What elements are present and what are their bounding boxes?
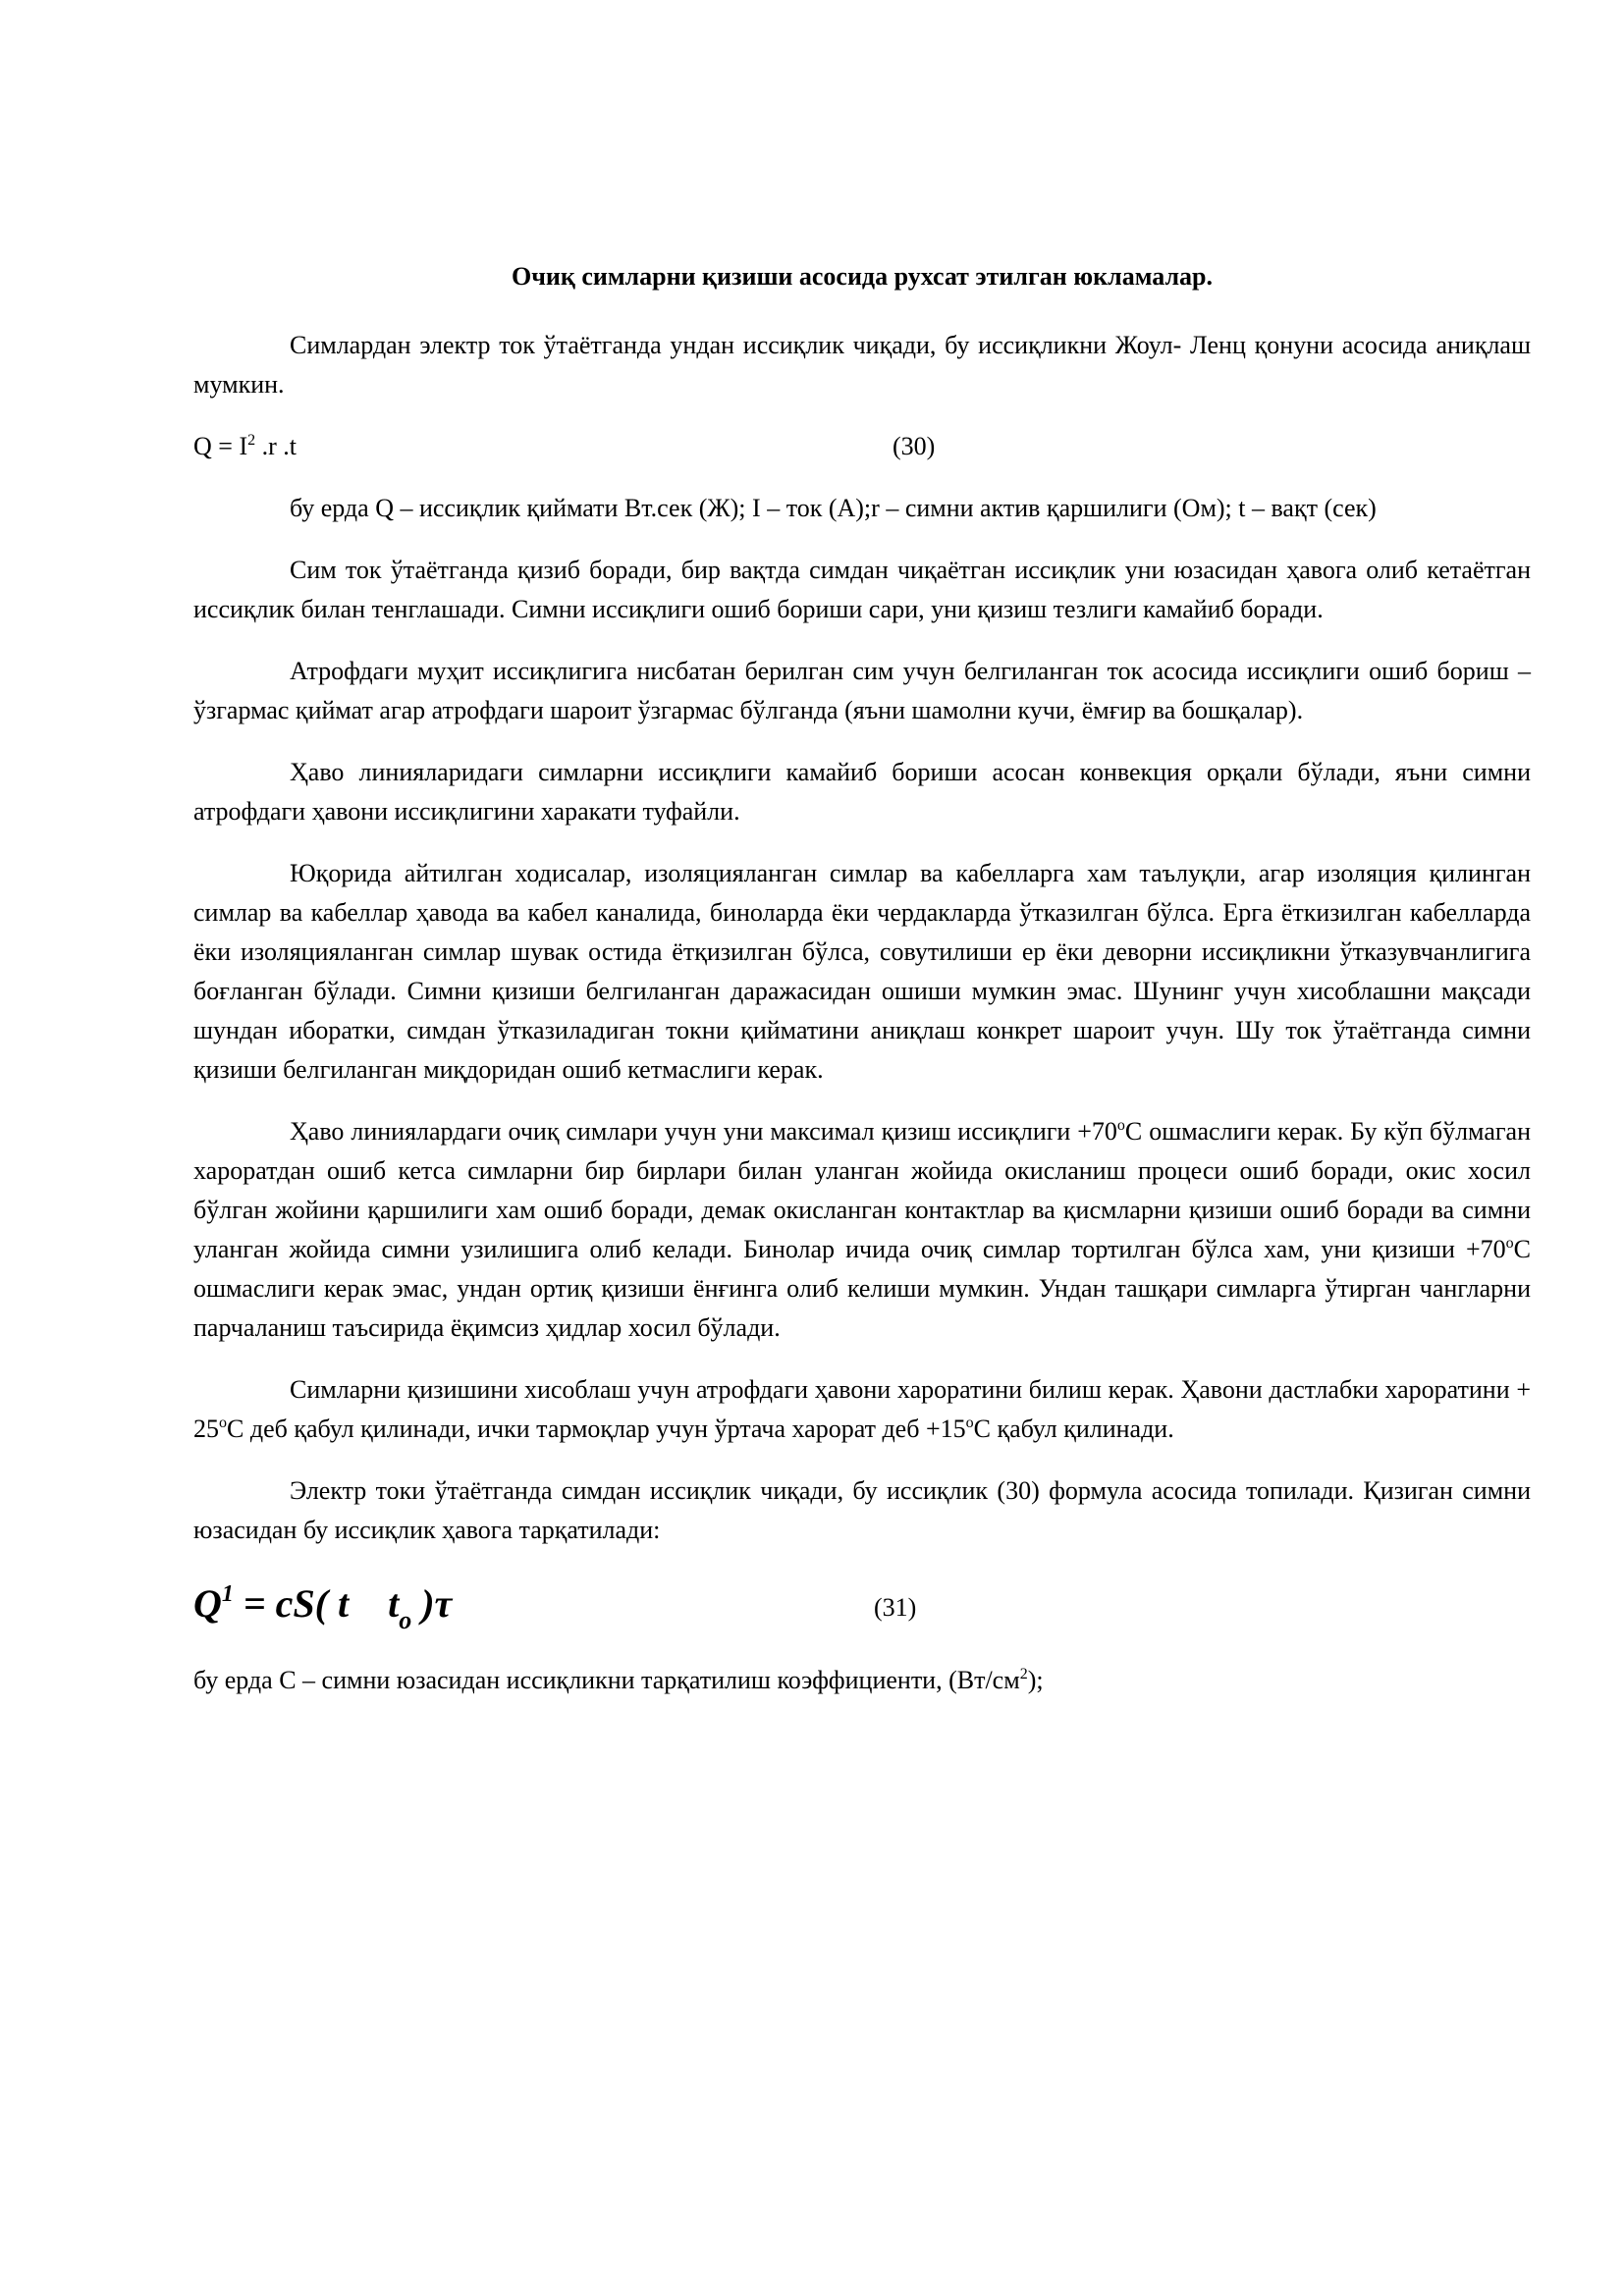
paragraph-ambient-temperature: Симларни қизишини хисоблаш учун атрофдаги ҳавони хароратини билиш керак. Ҳавони дастлабки хароратини + $25^оС$ деб қабул қилинади, ички тармоқлар учун ўртача харорат деб $+15^оС$ қабул қилинади. [193, 1375, 1531, 1443]
paragraph-heating-balance: Сим ток ўтаётганда қизиб боради, бир вақтда симдан чиқаётган иссиқлик уни юзасидан ҳавога олиб кетаётган иссиқлик билан тенглашади. Симни иссиқлиги ошиб бориши сари, уни қизиш тезлиги камайиб боради. [193, 556, 1531, 623]
paragraph-formula-31-legend: бу ерда С – симни юзасидан иссиқликни тарқатилиш коэффициенти, $(Вт/см^2)$; [193, 1666, 1044, 1694]
paragraph-ambient-conditions: Атрофдаги муҳит иссиқлигига нисбатан берилган сим учун белгиланган ток асосида иссиқлиги ошиб бориш – ўзгармас қиймат агар атрофдаги шароит ўзгармас бўлганда (яъни шамолни кучи, ёмғир ва бошқалар). [193, 657, 1531, 724]
paragraph-convection: Ҳаво линияларидаги симларни иссиқлиги камайиб бориши асосан конвекция орқали бўлади, яъни симни атрофдаги ҳавони иссиқлигини харакати туфайли. [193, 758, 1531, 826]
paragraph-insulated-cables: Юқорида айтилган ходисалар, изоляцияланган симлар ва кабелларга хам таълуқли, агар изоляция қилинган симлар ва кабеллар ҳавода ва кабел каналида, биноларда ёки чердакларда ўтказилган бўлса. Ерга ёткизилган кабелларда ёки изоляцияланган симлар шувак остида ётқизилган бўлса, совутилиши ер ёки деворни иссиқликни ўтказувчанлигига боғланган бўлади. Симни қизиши белгиланган даражасидан ошиши мумкин эмас. Шунинг учун хисоблашни мақсади шундан иборатки, симдан ўтказиладиган токни қийматини аниқлаш конкрет шароит учун. Шу ток ўтаётганда симни қизиши белгиланган миқдоридан ошиб кетмаслиги керак. [193, 859, 1531, 1084]
paragraph-joule-lenz: Симлардан электр ток ўтаётганда ундан иссиқлик чиқади, бу иссиқликни Жоул- Ленц қонуни асосида аниқлаш мумкин. [193, 331, 1531, 399]
formula-31-number: (31) [874, 1593, 917, 1622]
document-page [193, 257, 1531, 1723]
formula-30-number: (30) [893, 432, 936, 460]
paragraph-max-temperature: Ҳаво линиялардаги очиқ симлари учун уни максимал қизиш иссиқлиги $+70^оС$ ошмаслиги керак. Бу кўп бўлмаган хароратдан ошиб кетса симларни бир бирлари билан уланган жойида окисланиш процеси ошиб боради, окис хосил бўлган жойини қаршилиги хам ошиб боради, демак окисланган контактлар ва қисмларни қизиши ошиб боради ва симни уланган жойида симни узилишига олиб келади. Бинолар ичида очиқ симлар тортилган бўлса хам, уни қизиши $+70^оС$ ошмаслиги керак эмас, ундан ортиқ қизиши ёнғинга олиб келиши мумкин. Ундан ташқари симларга ўтирган чангларни парчаланиш таъсирида ёқимсиз ҳидлар хосил бўлади. [193, 1117, 1531, 1342]
formula-30-expression: $Q = I^2$ .r .t [193, 432, 297, 460]
paragraph-heat-dissipation: Электр токи ўтаётганда симдан иссиқлик чиқади, бу иссиқлик (30) формула асосида топилади. Қизиган симни юзасидан бу иссиқлик ҳавога тарқатилади: [193, 1476, 1531, 1544]
formula-31-expression: $Q^1 = cS$( t $t_o$ )τ [193, 1581, 453, 1634]
formula-31 [193, 1573, 1531, 1647]
formula-30 [193, 427, 1531, 466]
document-title: Очиқ симларни қизиши асосида рухсат этилган юкламалар. [511, 262, 1214, 291]
paragraph-formula-30-legend: бу ерда Q – иссиқлик қиймати Вт.сек (Ж); I – ток (A);r – симни актив қаршилиги (Ом); t – вақт (сек) [290, 494, 1377, 522]
